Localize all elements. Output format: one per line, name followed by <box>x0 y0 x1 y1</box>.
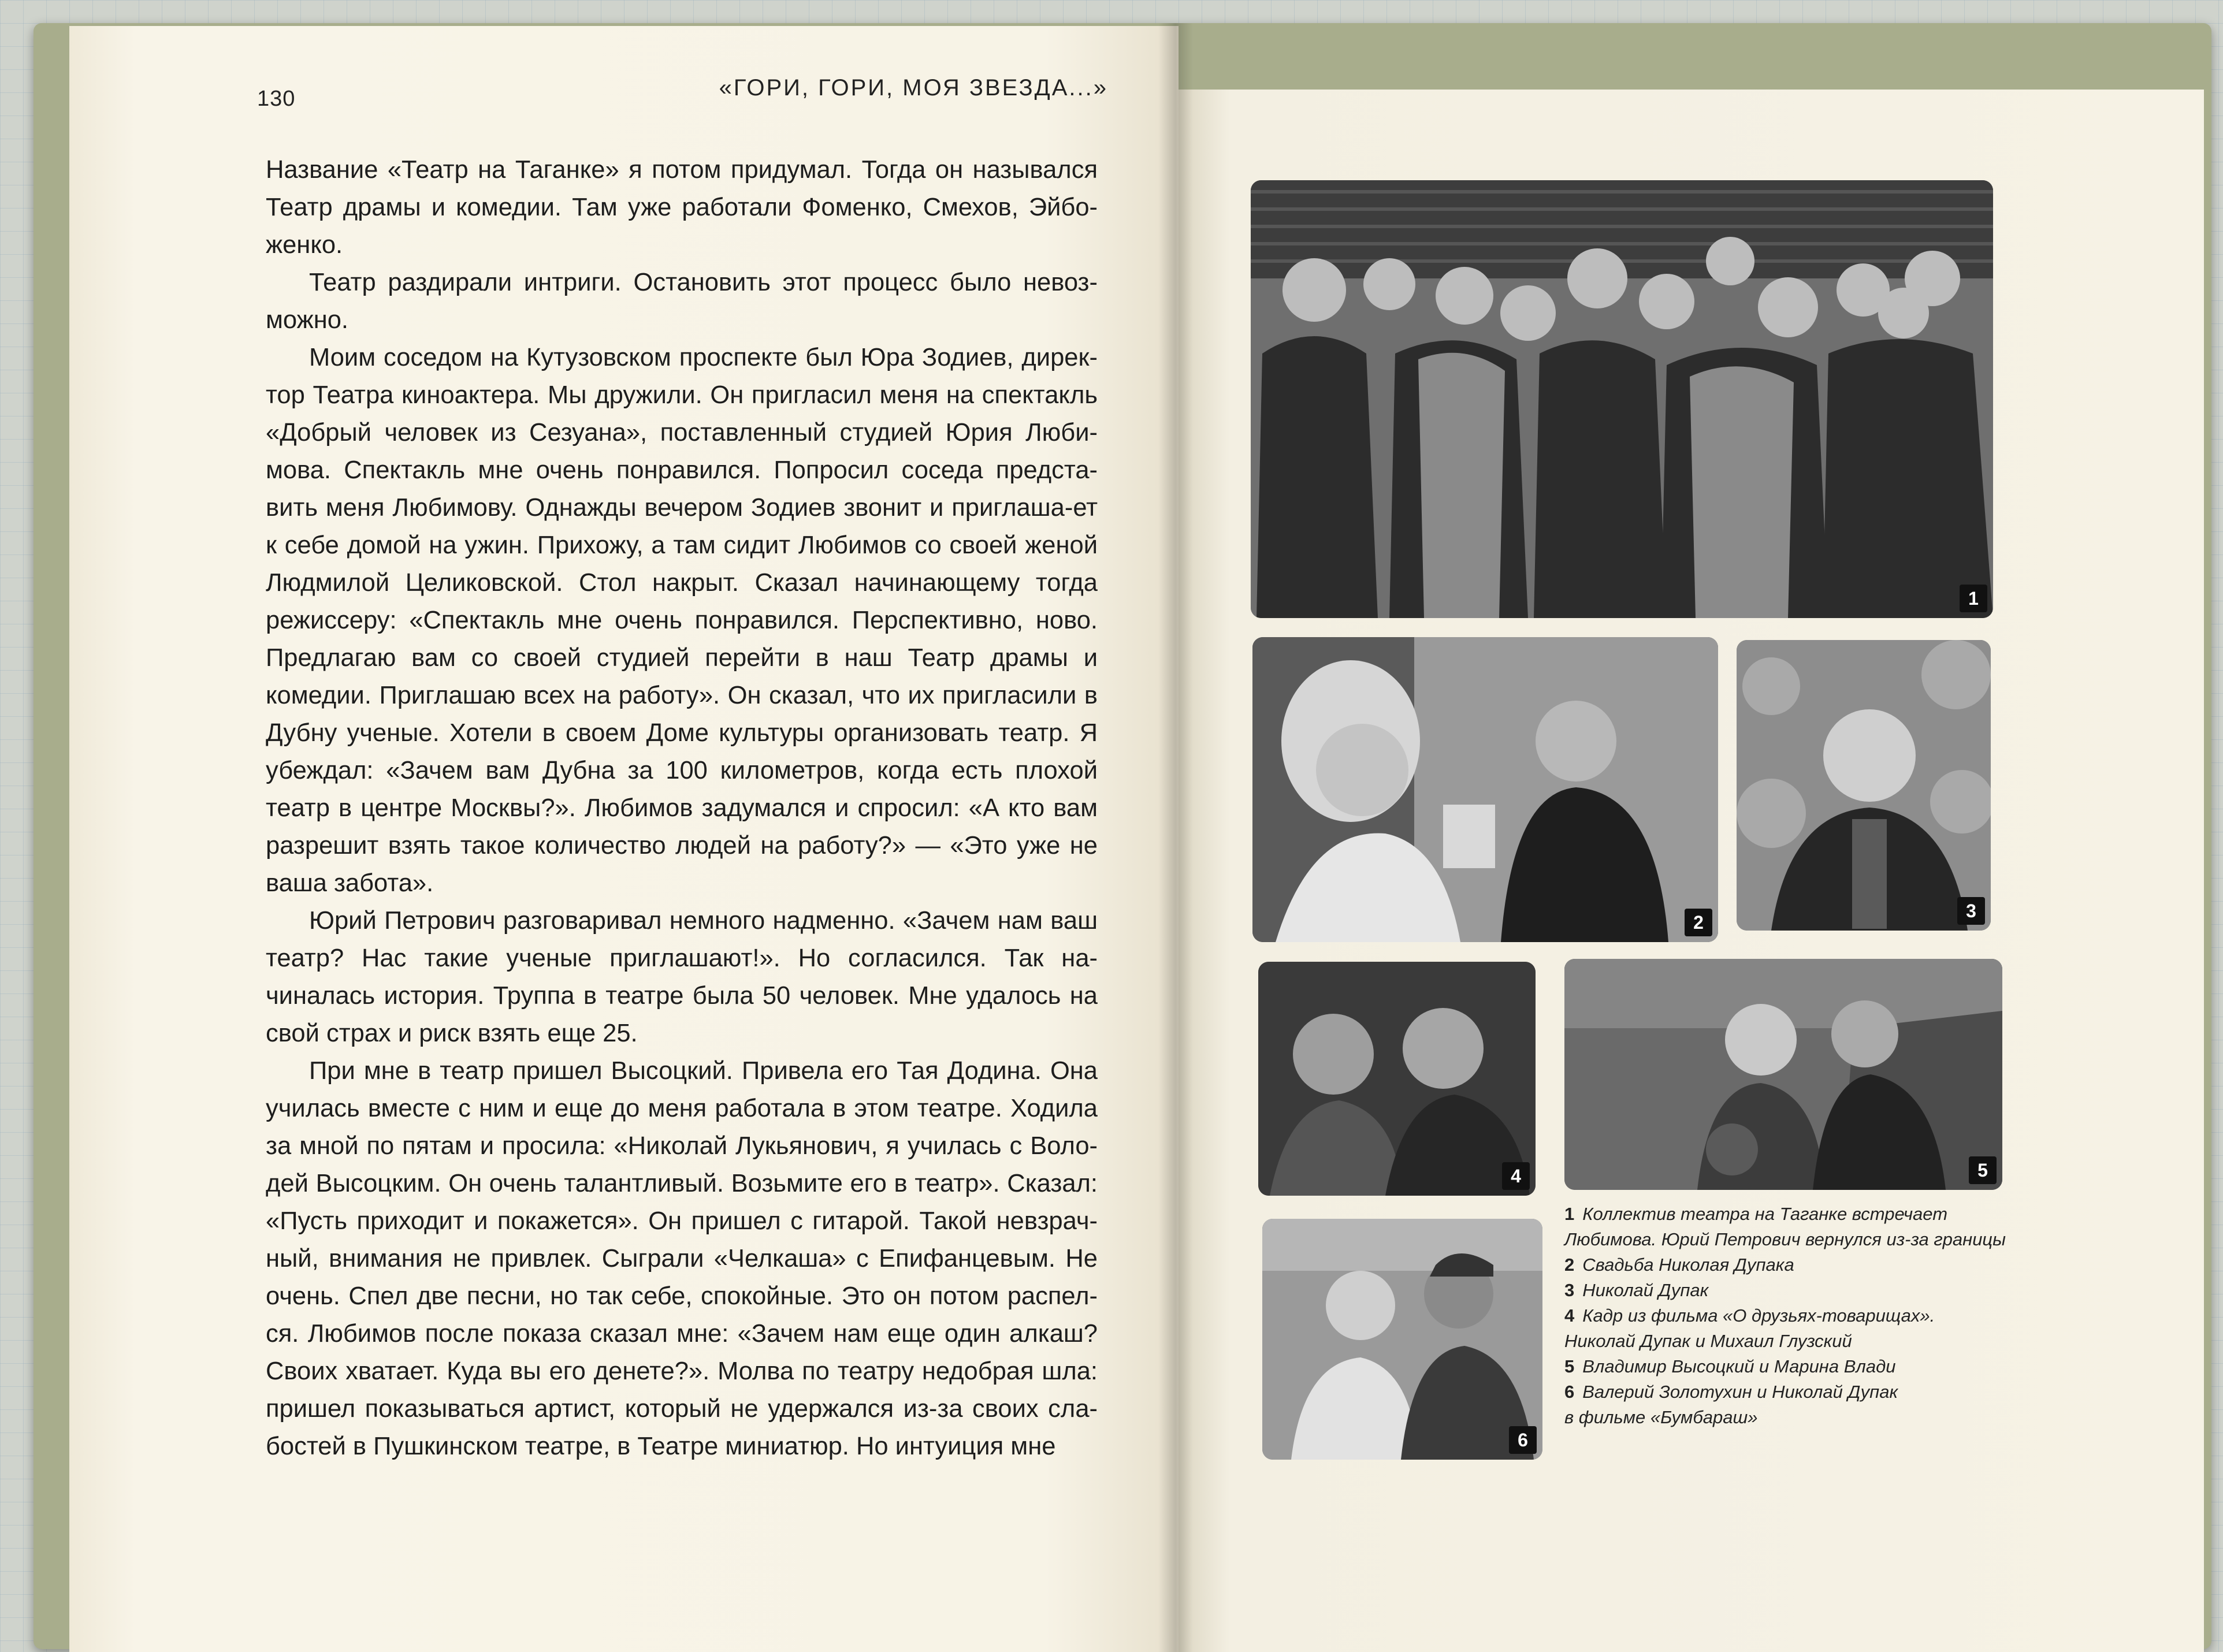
photo-4-film-still <box>1258 962 1536 1196</box>
caption-5 <box>1564 1354 2055 1379</box>
photo-6-image <box>1262 1219 1542 1460</box>
caption-3 <box>1564 1278 2055 1303</box>
caption-4-line-2: Николай Дупак и Михаил Глузский <box>1564 1331 1852 1351</box>
photo-6-badge: 6 <box>1509 1426 1537 1454</box>
caption-1-line-2: Любимова. Юрий Петрович вернулся из-за границы <box>1564 1229 2006 1249</box>
photo-1-theatre-collective <box>1251 180 1993 618</box>
paragraph-5: При мне в театр пришел Высоцкий. Привела его Тая Додина. Она училась вместе с ним и еще до меня работала в этом театре. Ходила за мной по пятам и просила: «Николай Лукьянович, я училась с Воло-дей Высоцким. Он очень талантливый. Возьмите его в театр». Сказал: «Пусть приходит и покажется». Он пришел с гитарой. Такой невзрач-ный, внимания не привлек. Сыграли «Челкаша» с Епифанцевым. Не очень. Спел две песни, но так себе, спокойные. Это он потом распел-ся. Любимов после показа сказал мне: «Зачем нам еще один алкаш? Своих хватает. Куда вы его денете?». Молва по театру недобрая шла: пришел показываться артист, который не удержался из-за своих сла-бостей в Пушкинском театре, в Театре миниатюр. Но интуиция мне <box>266 1057 1098 1460</box>
photo-6-bumbarash <box>1262 1219 1542 1460</box>
photo-captions <box>1564 1201 2055 1430</box>
caption-3-line-1: Николай Дупак <box>1582 1280 1709 1300</box>
paragraph-3: Моим соседом на Кутузовском проспекте был Юра Зодиев, дирек-тор Театра киноактера. Мы дружили. Он пригласил меня на спектакль «Добрый человек из Сезуана», поставленный студией Юрия Люби-мова. Спектакль мне очень понравился. Попросил соседа предста-вить меня Любимову. Однажды вечером Зодиев звонит и приглаша-ет к себе домой на ужин. Прихожу, а там сидит Любимов со своей женой Людмилой Целиковской. Стол накрыт. Сказал начинающему тогда режиссеру: «Спектакль мне очень понравился. Перспективно, ново. Предлагаю вам со своей студией перейти в наш Театр драмы и комедии. Приглашаю всех на работу». Он сказал, что их пригласили в Дубну ученые. Хотели в своем Доме культуры организовать театр. Я убеждал: «Зачем вам Дубна за 100 километров, когда есть плохой театр в центре Москвы?». Любимов задумался и спросил: «А кто вам разрешит взять такое количество людей на работу?» — «Это уже не ваша забота». <box>266 344 1098 897</box>
caption-2-line-1: Свадьба Николая Дупака <box>1582 1255 1794 1275</box>
caption-2-number: 2 <box>1564 1255 1575 1275</box>
photo-3-image <box>1737 640 1991 931</box>
caption-6 <box>1564 1379 2055 1430</box>
paragraph-2: Театр раздирали интриги. Остановить этот процесс было невоз-можно. <box>266 269 1098 334</box>
caption-1-number: 1 <box>1564 1204 1575 1224</box>
caption-5-line-1: Владимир Высоцкий и Марина Влади <box>1582 1356 1896 1376</box>
caption-4-line-1: Кадр из фильма «О друзьях-товарищах». <box>1582 1305 1935 1326</box>
page-number: 130 <box>257 87 296 111</box>
photo-1-badge: 1 <box>1960 585 1987 612</box>
paragraph-1: Название «Театр на Таганке» я потом придумал. Тогда он назывался Театр драмы и комедии. Там уже работали Фоменко, Смехов, Эйбо-женко. <box>266 156 1098 259</box>
caption-5-number: 5 <box>1564 1356 1575 1376</box>
photo-2-wedding <box>1252 637 1718 942</box>
caption-4 <box>1564 1303 2055 1354</box>
paragraph-4: Юрий Петрович разговаривал немного надменно. «Зачем нам ваш театр? Нас такие ученые приглашают!». Но согласился. Так на-чиналась история. Труппа в театре была 50 человек. Мне удалось на свой страх и риск взять еще 25. <box>266 907 1098 1047</box>
caption-6-line-1: Валерий Золотухин и Николай Дупак <box>1582 1382 1898 1402</box>
photo-1-image <box>1251 180 1993 618</box>
photo-4-image <box>1258 962 1536 1196</box>
photo-2-image <box>1252 637 1718 942</box>
caption-2 <box>1564 1252 2055 1278</box>
photo-5-badge: 5 <box>1969 1156 1997 1184</box>
body-text <box>266 151 1098 1465</box>
caption-1 <box>1564 1201 2055 1252</box>
photo-3-badge: 3 <box>1957 897 1985 925</box>
photo-2-badge: 2 <box>1685 909 1712 936</box>
caption-4-number: 4 <box>1564 1305 1575 1326</box>
caption-6-number: 6 <box>1564 1382 1575 1402</box>
photo-5-image <box>1564 959 2002 1190</box>
photo-4-badge: 4 <box>1502 1162 1530 1190</box>
running-head: «ГОРИ, ГОРИ, МОЯ ЗВЕЗДА...» <box>719 75 1108 101</box>
photo-5-vysotsky-vlady <box>1564 959 2002 1190</box>
book-gutter <box>1158 23 1193 1652</box>
photo-3-portrait <box>1737 640 1991 931</box>
caption-3-number: 3 <box>1564 1280 1575 1300</box>
caption-6-line-2: в фильме «Бумбараш» <box>1564 1407 1758 1427</box>
caption-1-line-1: Коллектив театра на Таганке встречает <box>1582 1204 1948 1224</box>
